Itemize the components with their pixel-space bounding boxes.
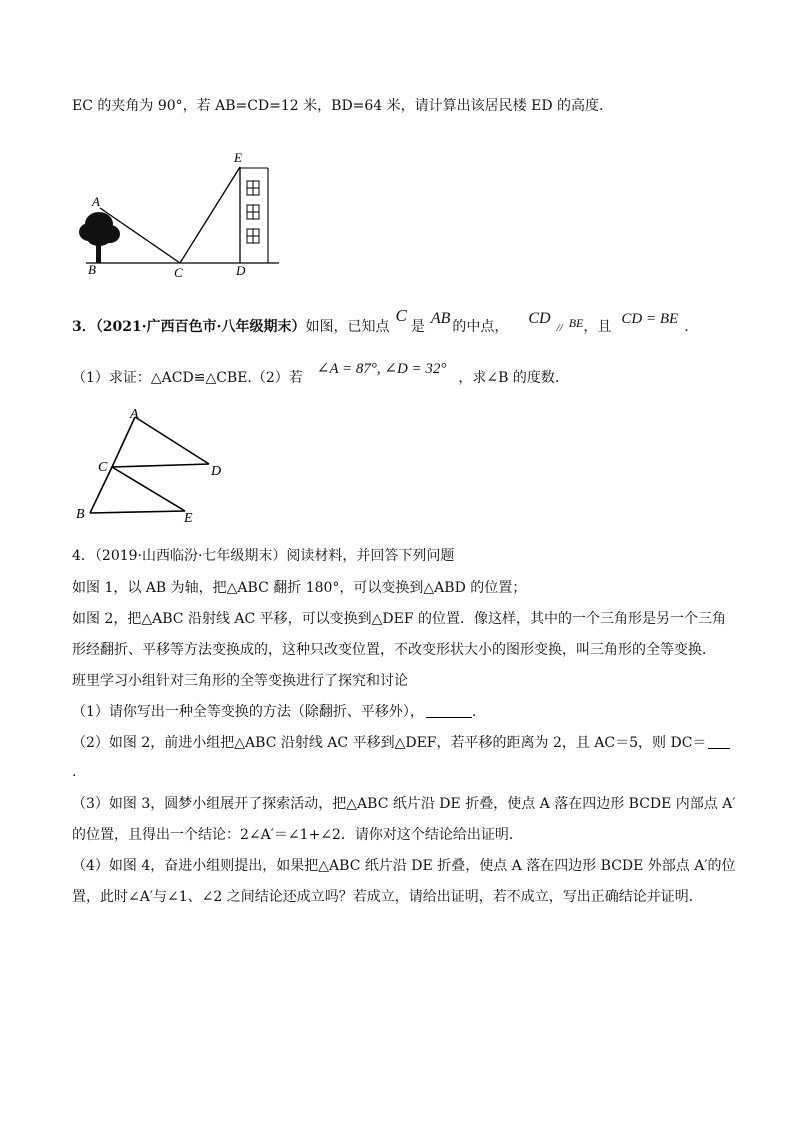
label-A: A — [130, 407, 139, 422]
q4-line: （4）如图 4，奋进小组则提出，如果把△ABC 纸片沿 DE 折叠，使点 A 落在四边形 BCDE 外部点 A′的位 — [72, 858, 736, 874]
math-C: C — [395, 306, 407, 325]
figure-triangles — [72, 406, 242, 526]
q4-part2-end: . — [72, 764, 77, 780]
q3-parts: （1）求证：△ACD≌△CBE.（2）若∠A = 87°, ∠D = 32°，求∠B 的度数. — [72, 361, 560, 386]
label-C: C — [98, 460, 108, 475]
label-B: B — [76, 507, 85, 522]
q4-line: 置，此时∠A′与∠1、∠2 之间结论还成立吗？若成立，请给出证明，若不成立，写出正确结论并证明． — [72, 889, 703, 905]
q4-part1: （1）请你写出一种全等变换的方法（除翻折、平移外）， . — [72, 704, 477, 720]
math-CD: CD — [528, 310, 551, 327]
q2-text-line: EC 的夹角为 90°，若 AB=CD=12 米，BD=64 米，请计算出该居民楼 ED 的高度. — [72, 98, 604, 114]
q4-line: 的位置，且得出一个结论：2∠A′＝∠1+∠2．请你对这个结论给出证明． — [72, 827, 523, 843]
q4-line: 如图 1，以 AB 为轴，把△ABC 翻折 180°，可以变换到△ABD 的位置； — [72, 580, 527, 596]
q3-source: （2021·广西百色市·八年级期末） — [95, 319, 306, 335]
q4-line: （3）如图 3，圆梦小组展开了探索活动，把△ABC 纸片沿 DE 折叠，使点 A 落在四边形 BCDE 内部点 A′ — [72, 796, 736, 812]
parallel-symbol: // — [556, 322, 563, 334]
label-B: B — [88, 262, 96, 277]
answer-blank-2[interactable] — [708, 734, 730, 749]
q4-part2: （2）如图 2，前进小组把△ABC 沿射线 AC 平移到△DEF，若平移的距离为 2，且 AC＝5，则 DC＝ — [72, 733, 730, 753]
tree-icon — [79, 212, 120, 263]
math-AB: AB — [430, 310, 451, 327]
q4-line: 班里学习小组针对三角形的全等变换进行了探究和讨论 — [72, 673, 408, 689]
q3-statement: 3．（2021·广西百色市·八年级期末）如图，已知点C是 AB 的中点， CD// BE，且 CD = BE . — [72, 306, 689, 335]
figure-building — [74, 146, 294, 286]
label-D: D — [211, 464, 222, 479]
q4-header: 4．（2019·山西临汾·七年级期末）阅读材料，并回答下列问题 — [72, 548, 455, 564]
q3-number: 3． — [72, 319, 96, 335]
math-CD-eq-BE: CD = BE — [621, 311, 679, 327]
q4-line: 形经翻折、平移等方法变换成的，这种只改变位置，不改变形状大小的图形变换，叫三角形的全等变换． — [72, 642, 716, 658]
label-E: E — [184, 511, 193, 526]
label-C: C — [174, 265, 183, 280]
answer-blank-1[interactable] — [426, 703, 472, 718]
math-BE: BE — [568, 316, 584, 330]
q4-line: 如图 2，把△ABC 沿射线 AC 平移，可以变换到△DEF 的位置．像这样，其中的一个三角形是另一个三角 — [72, 611, 727, 627]
label-D: D — [236, 263, 246, 278]
label-E: E — [234, 150, 242, 165]
label-A: A — [92, 194, 100, 209]
math-angles: ∠A = 87°, ∠D = 32° — [316, 361, 447, 377]
